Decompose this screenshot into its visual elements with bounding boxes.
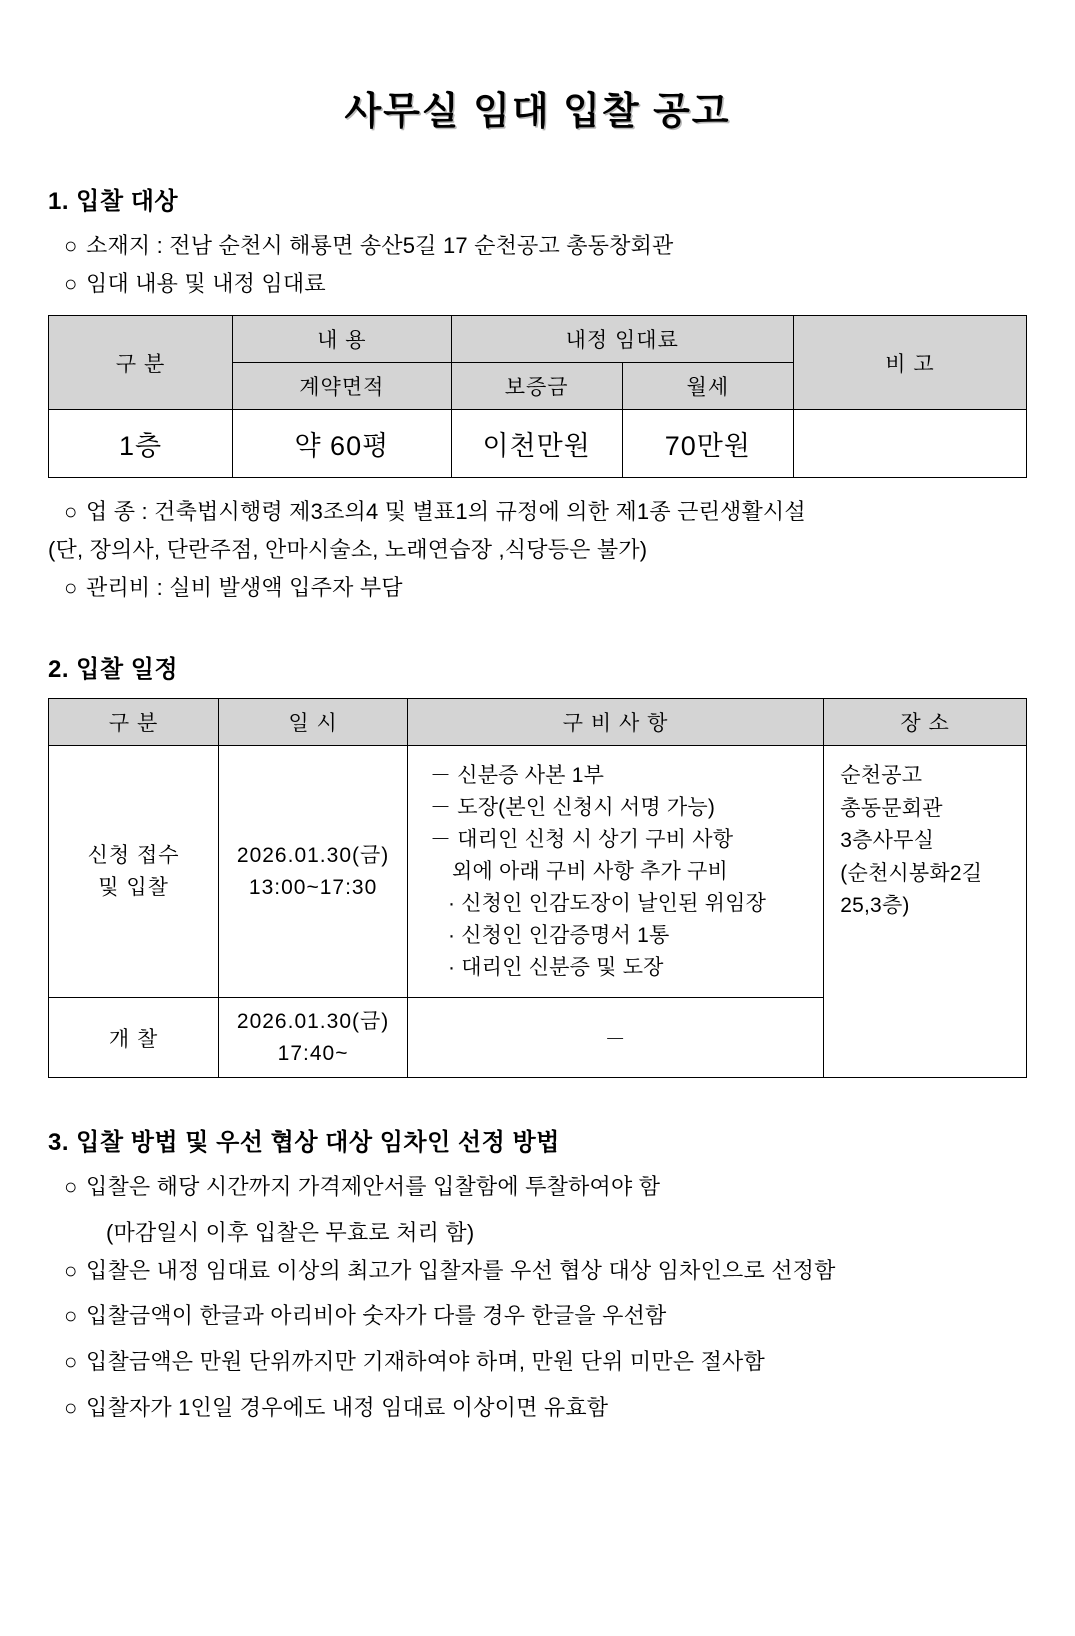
section-3-bullet-3 — [48, 1298, 1027, 1334]
header-gubun: 구 분 — [49, 699, 219, 746]
requirement-subitem: · 신청인 인감도장이 날인된 위임장 — [447, 891, 767, 915]
cell-area: 약 60평 — [233, 410, 451, 478]
section-3-bullet-5 — [48, 1390, 1027, 1426]
requirement-item-continued: 외에 아래 구비 사항 추가 구비 — [451, 859, 728, 883]
header-area: 계약면적 — [233, 363, 451, 410]
section-3-bullet-1-text: 입찰은 해당 시간까지 가격제안서를 입찰함에 투찰하여야 함 — [86, 1174, 661, 1200]
cell-time: 17:40~ — [277, 1041, 349, 1065]
cell-date: 2026.01.30(금) — [236, 1010, 390, 1034]
header-rent: 내정 임대료 — [451, 316, 793, 363]
requirement-item: － 대리인 신청 시 상기 구비 사항 — [429, 827, 734, 851]
header-place: 장 소 — [824, 699, 1027, 746]
circle-marker-icon: ○ — [64, 1303, 78, 1329]
section-1-bullet-1 — [48, 228, 1027, 264]
cell-gubun-application — [49, 746, 219, 998]
table-header-row-1 — [49, 316, 1027, 363]
circle-marker-icon: ○ — [64, 1348, 78, 1374]
section-1-bullet-2-text: 임대 내용 및 내정 임대료 — [86, 270, 326, 296]
cell-datetime-opening — [219, 998, 408, 1078]
place-line: (순천시봉화2길 — [840, 861, 983, 885]
table-row — [49, 746, 1027, 998]
section-3-heading: 3. 입찰 방법 및 우선 협상 대상 임차인 선정 방법 — [48, 1129, 560, 1157]
section-3-subnote: (마감일시 이후 입찰은 무효로 처리 함) — [106, 1220, 475, 1246]
place-line: 3층사무실 — [840, 829, 935, 853]
header-gubun: 구 분 — [49, 316, 233, 410]
circle-marker-icon: ○ — [64, 499, 78, 525]
header-note: 비 고 — [793, 316, 1026, 410]
place-line: 25,3층) — [840, 894, 910, 918]
header-requirements: 구 비 사 항 — [407, 699, 823, 746]
cell-requirements-empty: － — [407, 998, 823, 1078]
place-line: 총동문회관 — [840, 796, 943, 820]
table-header-row — [49, 699, 1027, 746]
section-3-bullet-3-text: 입찰금액이 한글과 아리비아 숫자가 다를 경우 한글을 우선함 — [86, 1303, 667, 1329]
circle-marker-icon: ○ — [64, 574, 78, 600]
header-datetime: 일 시 — [219, 699, 408, 746]
section-2-heading: 2. 입찰 일정 — [48, 656, 179, 684]
requirement-subitem: · 대리인 신분증 및 도장 — [447, 955, 664, 979]
cell-deposit: 이천만원 — [451, 410, 622, 478]
cell-place — [824, 746, 1027, 1078]
requirement-item: － 도장(본인 신청시 서명 가능) — [429, 796, 716, 820]
schedule-table — [48, 698, 1027, 1078]
section-1-after-3-text: 관리비 : 실비 발생액 입주자 부담 — [86, 574, 403, 600]
section-1-bullet-2 — [48, 266, 1027, 302]
section-1-heading: 1. 입찰 대상 — [48, 188, 179, 215]
section-1-after-2: (단, 장의사, 단란주점, 안마시술소, 노래연습장 ,식당등은 불가) — [48, 536, 648, 562]
header-monthly: 월세 — [622, 363, 793, 410]
table-row — [49, 410, 1027, 478]
cell-gubun-opening: 개 찰 — [49, 998, 219, 1078]
section-3-bullet-2-text: 입찰은 내정 임대료 이상의 최고가 입찰자를 우선 협상 대상 임차인으로 선정함 — [86, 1257, 836, 1283]
section-3-bullet-5-text: 입찰자가 1인일 경우에도 내정 임대료 이상이면 유효함 — [86, 1394, 609, 1420]
section-3-bullet-2 — [48, 1253, 1027, 1289]
cell-gubun-line-1: 신청 접수 — [87, 844, 180, 868]
requirement-item: － 신분증 사본 1부 — [429, 764, 605, 788]
cell-datetime-application — [219, 746, 408, 998]
header-content: 내 용 — [233, 316, 451, 363]
circle-marker-icon: ○ — [64, 233, 78, 258]
section-1-after-1-text: 업 종 : 건축법시행령 제3조의4 및 별표1의 규정에 의한 제1종 근린생활시설 — [86, 499, 806, 525]
place-line: 순천공고 — [840, 764, 923, 788]
cell-gubun-line-2: 및 입찰 — [98, 875, 169, 899]
section-3-bullet-4-text: 입찰금액은 만원 단위까지만 기재하여야 하며, 만원 단위 미만은 절사함 — [86, 1348, 765, 1374]
circle-marker-icon: ○ — [64, 270, 78, 296]
cell-gubun: 1층 — [49, 410, 233, 478]
section-1-after-1 — [48, 494, 1027, 530]
section-3-bullet-1 — [48, 1169, 1027, 1205]
cell-note — [793, 410, 1026, 478]
section-1-bullet-1-text: 소재지 : 전남 순천시 해룡면 송산5길 17 순천공고 총동창회관 — [86, 233, 674, 258]
circle-marker-icon: ○ — [64, 1257, 78, 1283]
section-1-after-3 — [48, 570, 1027, 606]
section-3-list — [48, 1169, 1027, 1425]
requirement-subitem: · 신청인 인감증명서 1통 — [447, 923, 670, 947]
circle-marker-icon: ○ — [64, 1394, 78, 1420]
section-3-bullet-4 — [48, 1344, 1027, 1380]
cell-time: 13:00~17:30 — [248, 875, 378, 899]
cell-requirements — [407, 746, 823, 998]
page-title: 사무실 임대 입찰 공고 — [344, 91, 731, 133]
rental-info-table — [48, 315, 1027, 478]
circle-marker-icon: ○ — [64, 1174, 78, 1200]
header-deposit: 보증금 — [451, 363, 622, 410]
cell-date: 2026.01.30(금) — [236, 844, 390, 868]
cell-monthly: 70만원 — [622, 410, 793, 478]
